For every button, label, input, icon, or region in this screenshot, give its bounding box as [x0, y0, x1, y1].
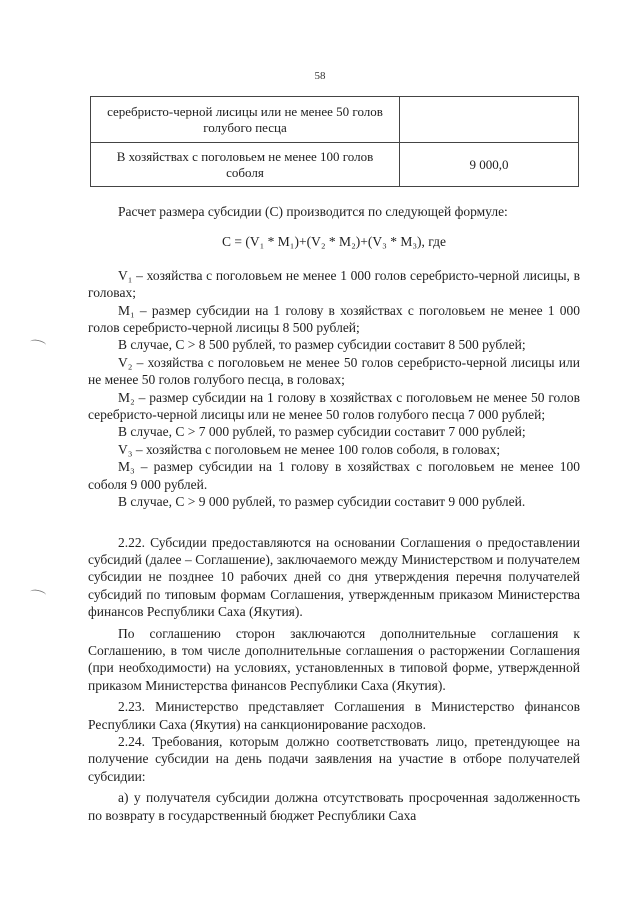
subsidy-rate-table [90, 96, 579, 187]
table-cell-description: серебристо-черной лисицы или не менее 50 голов голубого песца [91, 97, 400, 143]
definition-limit-1: В случае, С > 8 500 рублей, то размер субсидии составит 8 500 рублей; [118, 337, 526, 353]
table-row [91, 97, 579, 143]
definition-m1: M₁ – размер субсидии на 1 голову в хозяйствах с поголовьем не менее 1 000 голов серебристо-черной лисицы 8 500 рублей; [88, 302, 580, 336]
definition-v1: V₁ – хозяйства с поголовьем не менее 1 000 голов серебристо-черной лисицы, в головах; [88, 267, 580, 301]
margin-mark [29, 588, 46, 598]
paragraph-2-22: 2.22. Субсидии предоставляются на основании Соглашения о предоставлении субсидий (далее – Соглашение), заключаемого между Министерством и получателем субсидии не позднее 10 рабочих дней со дня утверждения перечня получателей субсидий по типовым формам Соглашения, утвержденным приказом Министерства финансов Республики Саха (Якутия). [88, 534, 580, 620]
table-cell-amount [400, 97, 579, 143]
table-row [91, 143, 579, 187]
page-number: 58 [314, 70, 326, 82]
table-cell-amount: 9 000,0 [400, 143, 579, 187]
definition-v2: V₂ – хозяйства с поголовьем не менее 50 голов серебристо-черной лисицы или не менее 50 голов голубого песца, в головах; [88, 354, 580, 388]
formula-intro: Расчет размера субсидии (С) производится по следующей формуле: [118, 204, 508, 219]
definition-limit-2: В случае, С > 7 000 рублей, то размер субсидии составит 7 000 рублей; [118, 424, 526, 440]
paragraph-additional-agreements: По соглашению сторон заключаются дополнительные соглашения к Соглашению, в том числе дополнительные соглашения о расторжении Соглашения (при необходимости) на условиях, установленных в типовой форме, утвержденной приказом Министерства финансов Республики Саха (Якутия). [88, 625, 580, 693]
definition-m2: M₂ – размер субсидии на 1 голову в хозяйствах с поголовьем не менее 50 голов серебристо-черной лисицы или не менее 50 голов голубого песца 7 000 рублей; [88, 389, 580, 423]
definition-v3: V₃ – хозяйства с поголовьем не менее 100 голов соболя, в головах; [118, 441, 501, 457]
definition-limit-3: В случае, С > 9 000 рублей, то размер субсидии составит 9 000 рублей. [118, 494, 526, 510]
margin-mark [29, 338, 46, 348]
table-cell-description: В хозяйствах с поголовьем не менее 100 голов соболя [91, 143, 400, 187]
paragraph-2-23: 2.23. Министерство представляет Соглашения в Министерство финансов Республики Саха (Якутия) на санкционирование расходов. [88, 699, 580, 732]
subsidy-formula: С = (V₁ * M₁)+(V₂ * M₂)+(V₃ * M₃), где [221, 234, 447, 250]
paragraph-2-24: 2.24. Требования, которым должно соответствовать лицо, претендующее на получение субсидии на день подачи заявления на участие в отборе получателей субсидии: [88, 733, 580, 784]
document-body [88, 203, 580, 824]
paragraph-2-24-a: а) у получателя субсидии должна отсутствовать просроченная задолженность по возврату в государственный бюджет Республики Саха [88, 790, 580, 823]
definition-m3: M₃ – размер субсидии на 1 голову в хозяйствах с поголовьем не менее 100 соболя 9 000 рублей. [88, 459, 580, 492]
